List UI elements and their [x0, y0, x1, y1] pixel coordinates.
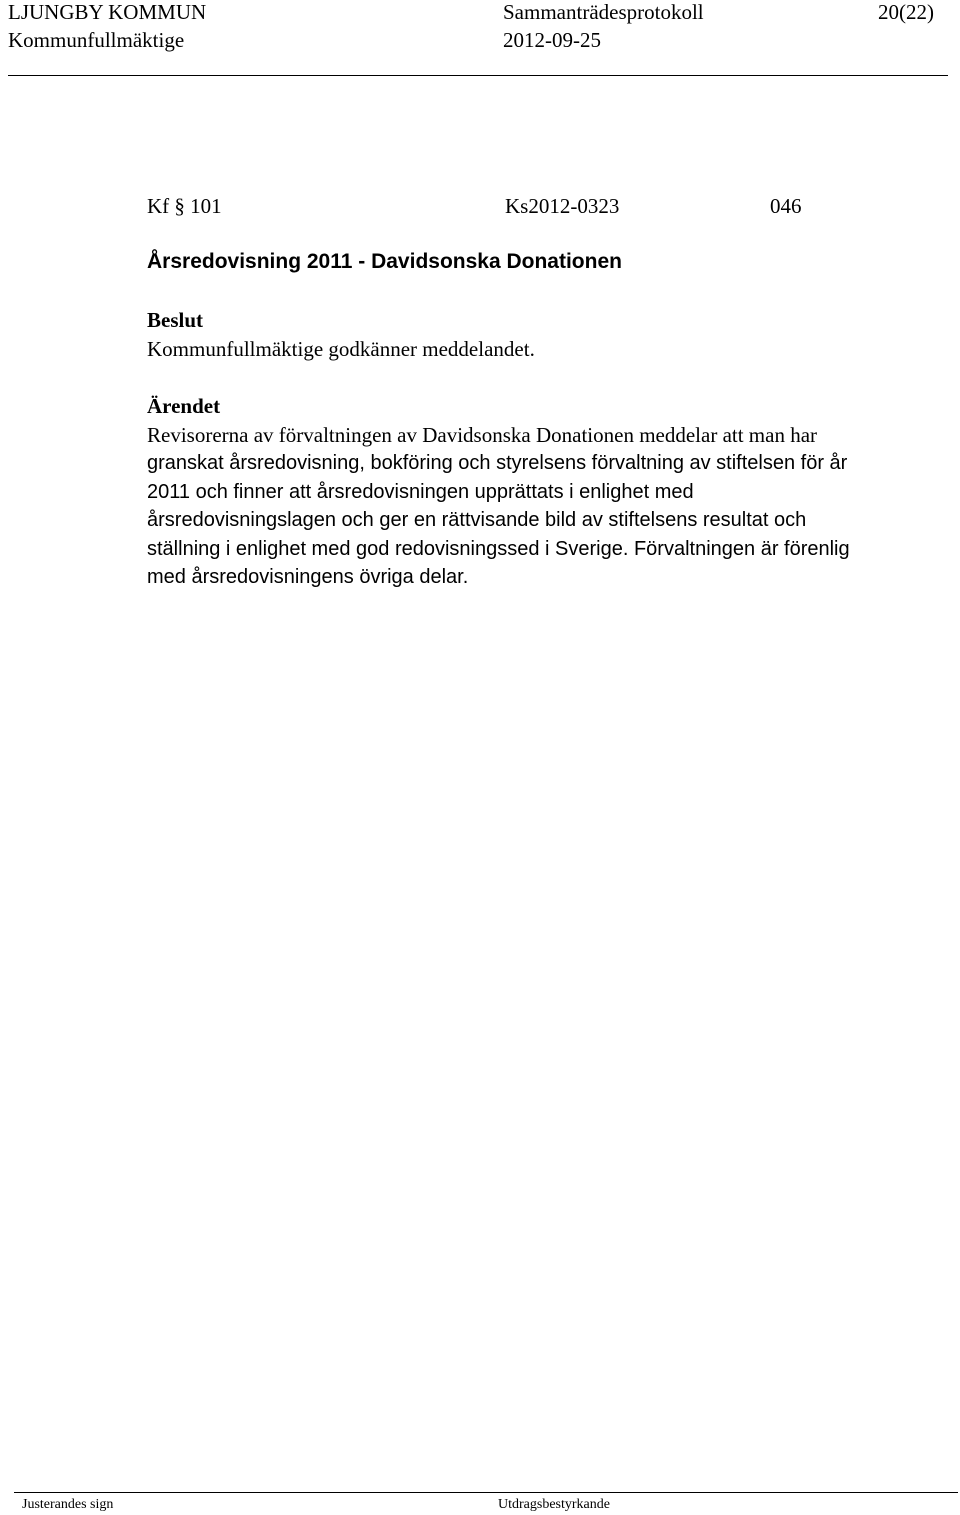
footer-certification-label: Utdragsbestyrkande — [498, 1497, 610, 1512]
footer-rule — [14, 1492, 958, 1493]
matter-first-line: Revisorerna av förvaltningen av Davidsonska Donationen meddelar att man har — [147, 423, 818, 447]
matter-line: 2011 och finner att årsredovisningen upprättats i enlighet med — [147, 480, 694, 503]
footer-signature-label: Justerandes sign — [22, 1497, 114, 1512]
paragraph-number: Kf § 101 — [147, 194, 222, 218]
matter-line: ställning i enlighet med god redovisningssed i Sverige. Förvaltningen är förenlig — [147, 537, 850, 560]
case-number: Ks2012-0323 — [505, 194, 620, 218]
header-page-number: 20(22) — [878, 0, 934, 24]
decision-heading: Beslut — [147, 308, 204, 332]
header-rule — [8, 75, 948, 76]
document-title: Årsredovisning 2011 - Davidsonska Donationen — [147, 250, 622, 273]
matter-line: med årsredovisningens övriga delar. — [147, 566, 469, 589]
header-org: LJUNGBY KOMMUN — [8, 0, 207, 24]
header-body: Kommunfullmäktige — [8, 28, 185, 52]
matter-line: granskat årsredovisning, bokföring och styrelsens förvaltning av stiftelsen för år — [147, 452, 848, 474]
header-date: 2012-09-25 — [503, 28, 601, 52]
matter-heading: Ärendet — [147, 394, 221, 418]
header-doc-type: Sammanträdesprotokoll — [503, 0, 704, 24]
decision-text: Kommunfullmäktige godkänner meddelandet. — [147, 337, 535, 361]
matter-line: årsredovisningslagen och ger en rättvisande bild av stiftelsens resultat och — [147, 509, 807, 532]
archive-code: 046 — [770, 194, 802, 218]
matter-body — [147, 449, 850, 592]
